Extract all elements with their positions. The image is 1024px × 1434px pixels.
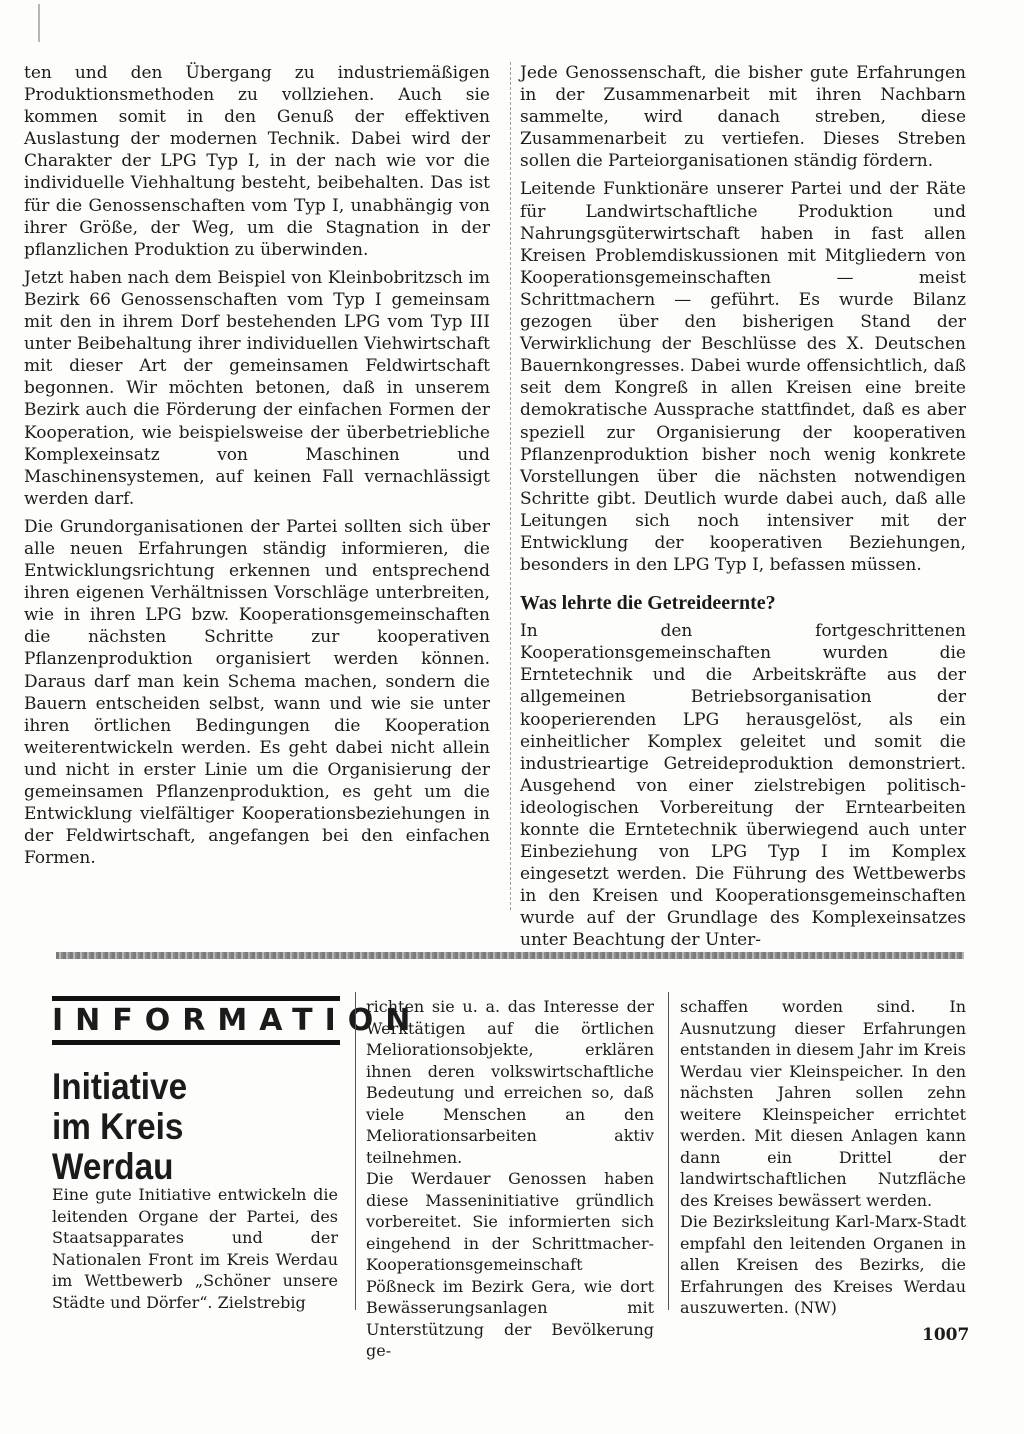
column-rule: [355, 992, 356, 1310]
left-column: [24, 62, 490, 869]
paragraph: In den fortgeschrittenen Kooperationsgemeinschaften wurden die Erntetechnik und die Arbeitskräfte aus der allgemeinen Betriebsorganisation der kooperierenden LPG herausgelöst, als ein einheitlicher Komplex geleitet und somit die industrieartige Getreideproduktion demonstriert. Ausgehend von einer zielstrebigen politisch-ideologischen Vorbereitung der Erntearbeiten konnte die Erntetechnik überwiegend auch unter Einbeziehung von LPG Typ I im Komplex eingesetzt werden. Die Führung des Wettbewerbs in den Kreisen und Kooperationsgemeinschaften wurde auf der Grundlage des Komplexeinsatzes unter Beachtung der Unter-: [520, 621, 966, 951]
paragraph: Jede Genossenschaft, die bisher gute Erfahrungen in der Zusammenarbeit mit ihren Nachbarn sammelte, wird danach streben, diese Zusammenarbeit zu vertiefen. Dieses Streben sollen die Parteiorganisationen ständig fördern.: [520, 63, 966, 172]
info-column-1: [52, 1184, 338, 1313]
info-column-2: [366, 996, 654, 1362]
section-separator-rule: [56, 952, 964, 959]
scan-mark: [38, 4, 40, 42]
headline-line-2: im Kreis Werdau: [52, 1106, 184, 1187]
right-column: [520, 62, 966, 952]
article-headline: [52, 1067, 311, 1187]
paragraph: ten und den Übergang zu industriemäßigen Produktionsmethoden zu vollziehen. Auch sie kommen somit in den Genuß der effektiven Auslastung der modernen Technik. Dabei wird der Charakter der LPG Typ I, in der nach wie vor die individuelle Viehhaltung besteht, beibehalten. Das ist für die Genossenschaften vom Typ I, unabhängig von ihrer Größe, der Weg, um die Stagnation in der pflanzlichen Produktion zu überwinden.: [24, 63, 490, 260]
paragraph: schaffen worden sind. In Ausnutzung dieser Erfahrungen entstanden in diesem Jahr im Kreis Werdau vier Kleinspeicher. In den nächsten Jahren sollen zehn weitere Kleinspeicher errichtet werden. Mit diesen Anlagen kann dann ein Drittel der landwirtschaftlichen Nutzfläche des Kreises bewässert werden.: [680, 997, 966, 1210]
information-label: INFORMATION: [52, 996, 340, 1045]
column-rule: [668, 992, 669, 1310]
paragraph: Jetzt haben nach dem Beispiel von Kleinbobritzsch im Bezirk 66 Genossenschaften vom Typ I gemeinsam mit den in ihrem Dorf bestehenden LPG vom Typ III unter Beibehaltung ihrer individuellen Viehwirtschaft mit dieser Art der gemeinsamen Feldwirtschaft begonnen. Wir möchten betonen, daß in unserem Bezirk auch die Förderung der einfachen Formen der Kooperation, wie beispielsweise der überbetriebliche Komplexeinsatz von Maschinen und Maschinensystemen, auf keinen Fall vernachlässigt werden darf.: [24, 267, 490, 509]
headline-line-1: Initiative: [52, 1066, 188, 1107]
paragraph: Die Grundorganisationen der Partei sollten sich über alle neuen Erfahrungen ständig informieren, die Entwicklungsrichtung erkennen und entsprechend ihren eigenen Verhältnissen Vorschläge unterbreiten, wie in ihren LPG bzw. Kooperationsgemeinschaften die nächsten Schritte zur kooperativen Pflanzenproduktion organisiert werden können. Daraus darf man kein Schema machen, sondern die Bauern entscheiden selbst, wann und wie sie unter ihren örtlichen Bedingungen die Kooperation weiterentwickeln werden. Es geht dabei nicht allein und nicht in erster Linie um die Organisierung der gemeinsamen Pflanzenproduktion, es geht um die Entwicklung vielfältiger Kooperationsbeziehungen in der Feldwirtschaft, angefangen bei den einfachen Formen.: [24, 516, 490, 869]
paragraph: Die Werdauer Genossen haben diese Masseninitiative gründlich vorbereitet. Sie informierten sich eingehend in der Schrittmacher-Kooperationsgemeinschaft Pößneck im Bezirk Gera, wie dort Bewässerungsanlagen mit Unterstützung der Bevölkerung ge-: [366, 1169, 654, 1360]
paragraph: Eine gute Initiative entwickeln die leitenden Organe der Partei, des Staatsapparates und der Nationalen Front im Kreis Werdau im Wettbewerb „Schöner unsere Städte und Dörfer“. Zielstrebig: [52, 1185, 338, 1312]
paragraph: Leitende Funktionäre unserer Partei und der Räte für Landwirtschaftliche Produktion und Nahrungsgüterwirtschaft haben in fast allen Kreisen Problemdiskussionen mit Mitgliedern von Kooperationsgemeinschaften — meist Schrittmachern — geführt. Es wurde Bilanz gezogen über den bisherigen Stand der Verwirklichung der Beschlüsse des X. Deutschen Bauernkongresses. Dabei wurde offensichtlich, daß seit dem Kongreß in allen Kreisen eine breite demokratische Aussprache stattfindet, daß es aber speziell zur Organisierung der kooperativen Pflanzenproduktion bisher noch wenig konkrete Vorstellungen über die nächsten notwendigen Schritte gibt. Deutlich wurde dabei auch, daß alle Leitungen sich noch intensiver mit der Entwicklung der kooperativen Beziehungen, besonders in den LPG Typ I, befassen müssen.: [520, 179, 966, 576]
paragraph: Die Bezirksleitung Karl-Marx-Stadt empfahl den leitenden Organen in allen Kreisen des Bezirks, die Erfahrungen des Kreises Werdau auszuwerten. (NW): [680, 1212, 966, 1317]
page-number: 1007: [922, 1325, 970, 1345]
information-box: [52, 996, 423, 1187]
column-divider: [510, 62, 511, 910]
paragraph: richten sie u. a. das Interesse der Werktätigen auf die örtlichen Meliorationsobjekte, erklären ihnen deren volkswirtschaftliche Bedeutung und erreichen so, daß viele Menschen an den Meliorationsarbeiten aktiv teilnehmen.: [366, 997, 654, 1167]
section-subheading: Was lehrte die Getreideernte?: [520, 592, 776, 615]
info-column-3: [680, 996, 966, 1319]
